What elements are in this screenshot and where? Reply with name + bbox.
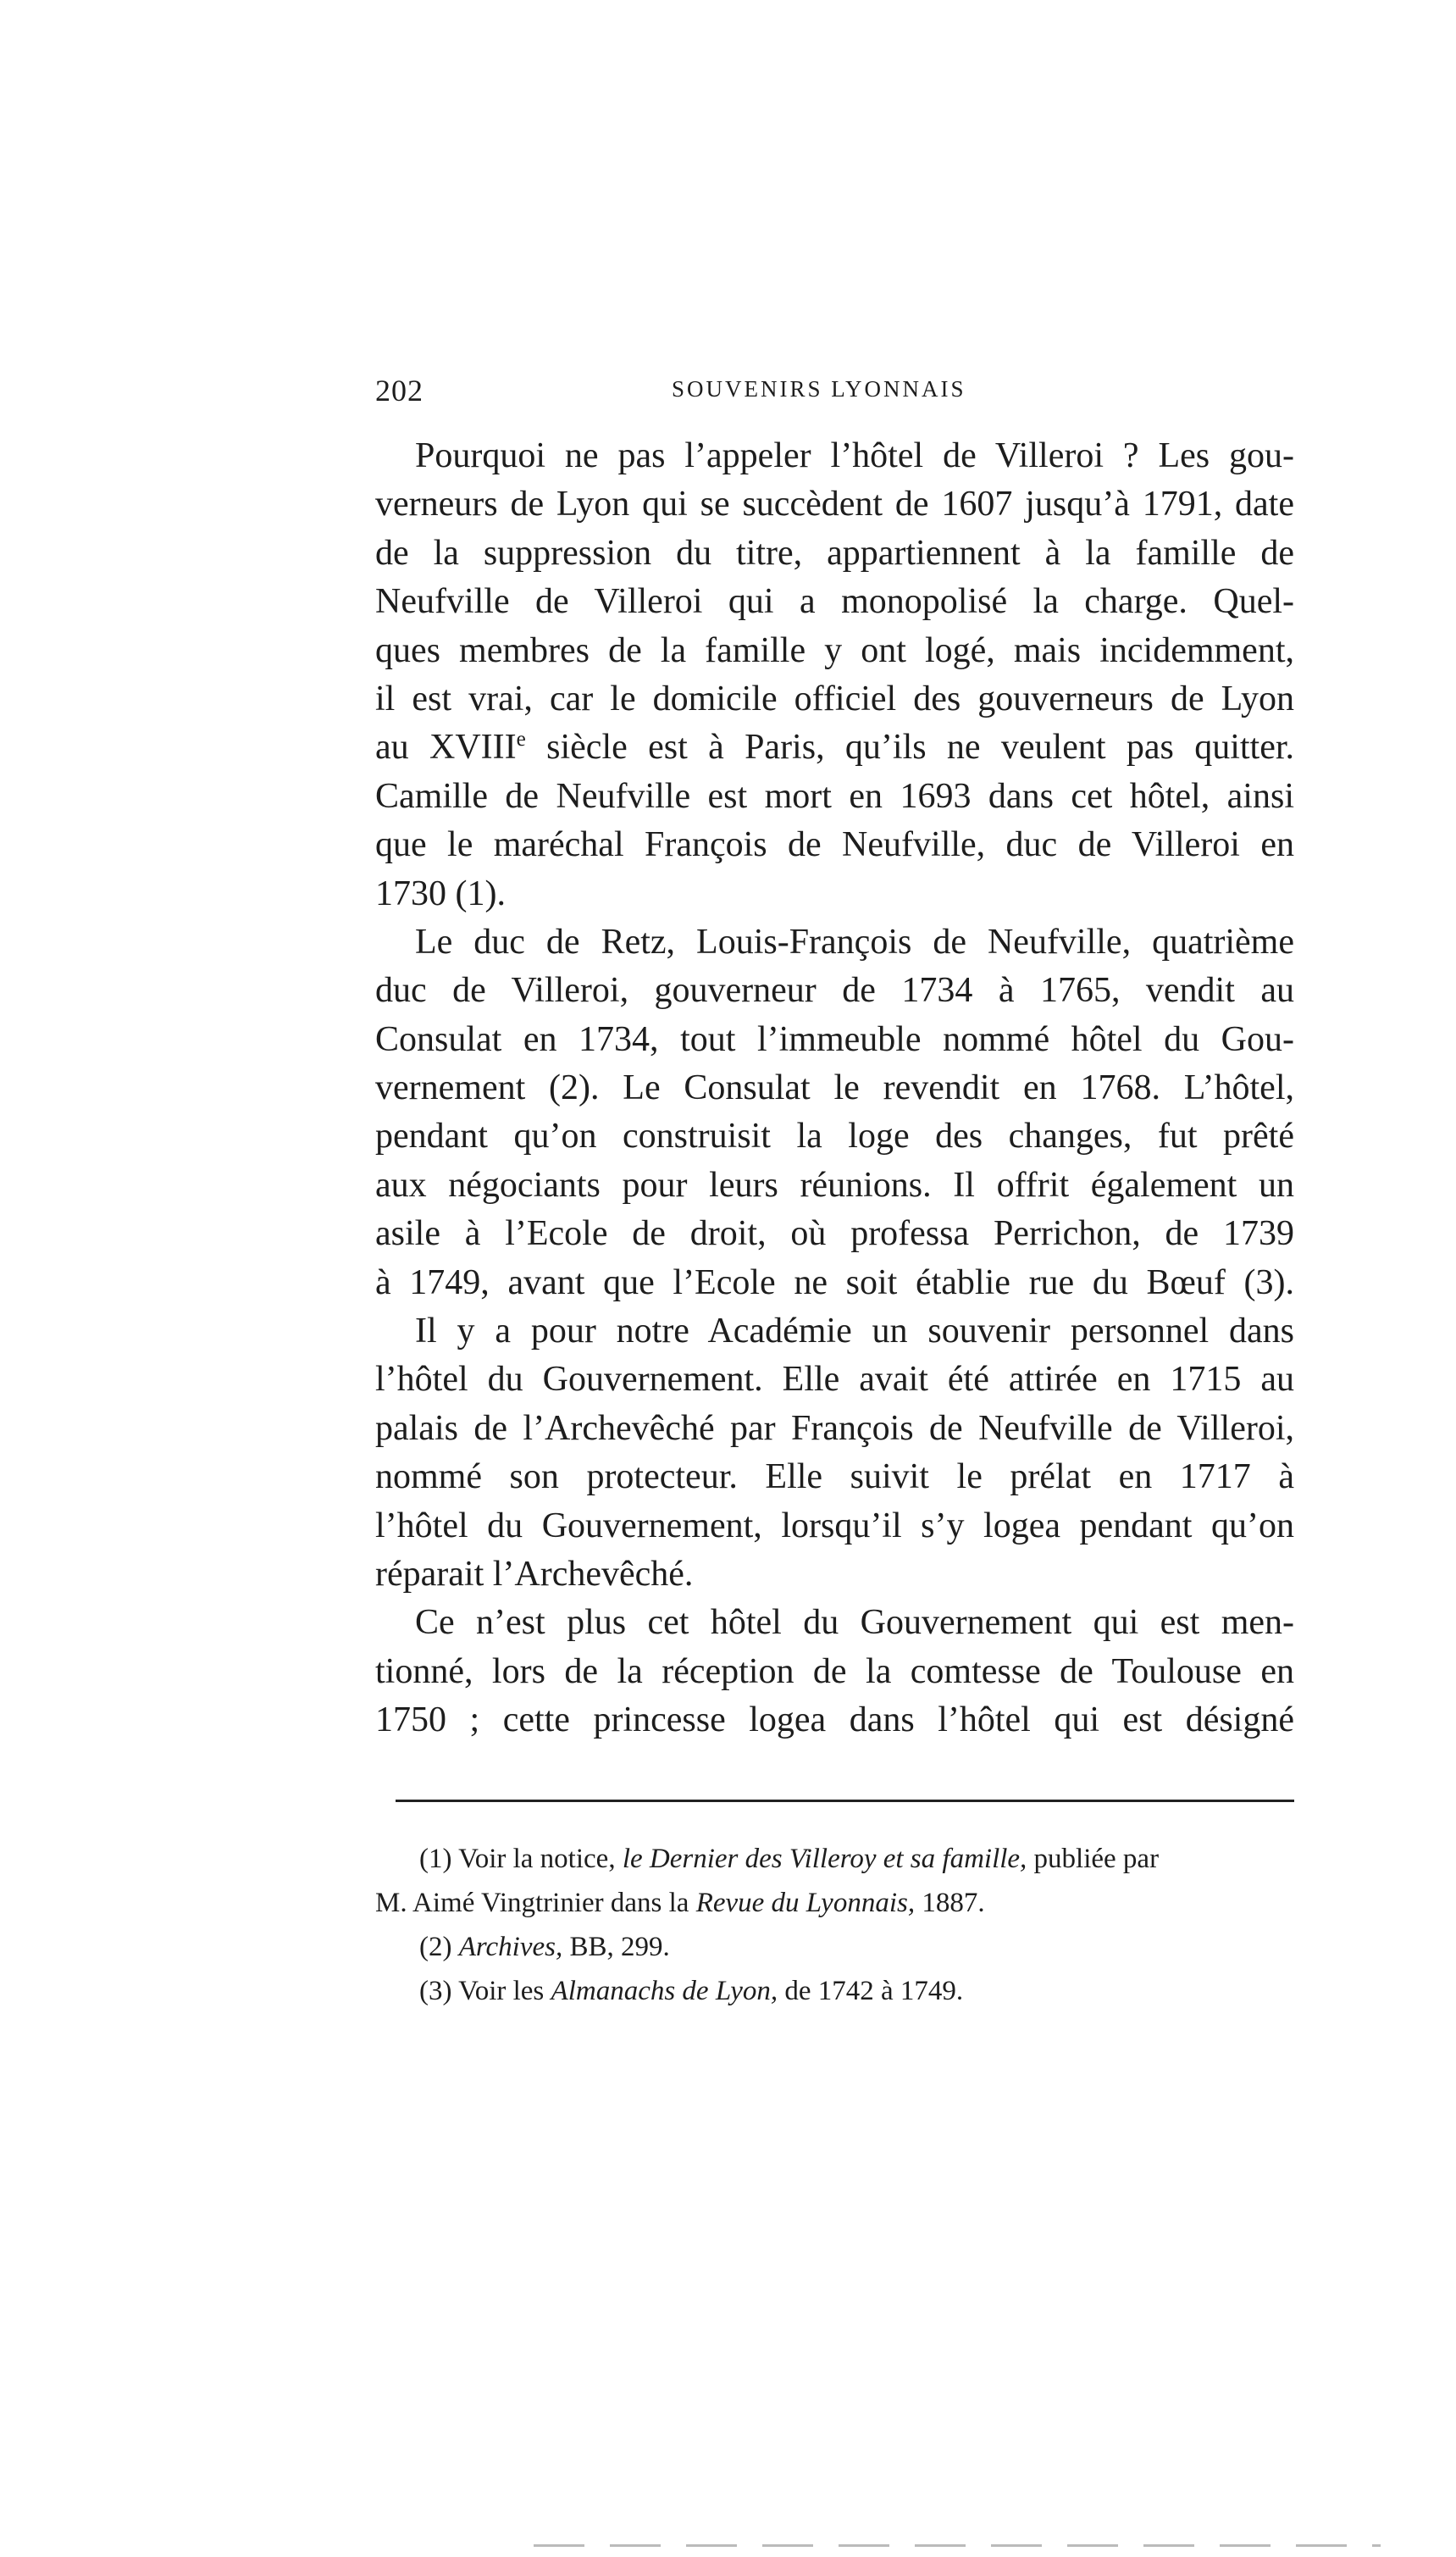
- text-line: palais de l’Archevêché par François de Neufville de Villeroi,: [375, 1408, 1294, 1448]
- text-line: verneurs de Lyon qui se succèdent de 1607 jusqu’à 1791, date: [375, 485, 1294, 524]
- footnote-3-title: Almanachs de Lyon,: [551, 1976, 778, 2006]
- footnote-1-text: (1) Voir la notice,: [419, 1844, 616, 1874]
- text-line: pendant qu’on construisit la loge des changes, fut prêté: [375, 1117, 1294, 1156]
- text-line: Neufville de Villeroi qui a monopolisé la charge. Quel-: [375, 582, 1294, 622]
- footnote-1: [375, 1837, 1294, 1881]
- text-line: de la suppression du titre, appartiennent à la famille de: [375, 533, 1294, 573]
- text-line-century: [375, 724, 1294, 772]
- running-title: SOUVENIRS LYONNAIS: [672, 376, 966, 402]
- footnote-1-continued: [375, 1881, 1294, 1925]
- text-line: ques membres de la famille y ont logé, mais incidemment,: [375, 630, 1294, 670]
- text-line: aux négociants pour leurs réunions. Il offrit également un: [375, 1165, 1294, 1205]
- footnote-1-title: le Dernier des Villeroy et sa famille,: [622, 1844, 1027, 1874]
- text-line: asile à l’Ecole de droit, où professa Perrichon, de 1739: [375, 1214, 1294, 1254]
- page-number: 202: [375, 374, 424, 408]
- text-line: Consulat en 1734, tout l’immeuble nommé hôtel du Gou-: [375, 1019, 1294, 1059]
- footnote-2-marker: (2): [419, 1932, 452, 1962]
- text-line: Camille de Neufville est mort en 1693 dans cet hôtel, ainsi: [375, 776, 1294, 816]
- century-superscript: e: [516, 728, 526, 752]
- text-line: l’hôtel du Gouvernement, lorsqu’il s’y logea pendant qu’on: [375, 1506, 1294, 1545]
- scan-edge-marks: [534, 2544, 1381, 2547]
- footnote-2: [375, 1925, 1294, 1969]
- footnote-1-author: M. Aimé Vingtrinier dans la: [375, 1888, 689, 1918]
- text-line: 1750 ; cette princesse logea dans l’hôtel qui est désigné: [375, 1700, 1294, 1740]
- footnote-1-text-end: publiée par: [1033, 1844, 1160, 1874]
- text-line: à 1749, avant que l’Ecole ne soit établie rue du Bœuf (3).: [375, 1262, 1294, 1302]
- footnote-2-title: Archives,: [458, 1932, 563, 1962]
- footnote-3: [375, 1969, 1294, 2013]
- text-line: 1730 (1).: [375, 874, 506, 913]
- footnote-3-text-end: de 1742 à 1749.: [784, 1976, 964, 2006]
- text-line: Ce n’est plus cet hôtel du Gouvernement qui est men-: [415, 1603, 1294, 1643]
- body-text: [375, 432, 1294, 1745]
- century-rest: siècle est à Paris, qu’ils ne veulent pas quitter.: [546, 728, 1295, 768]
- text-line: Pourquoi ne pas l’appeler l’hôtel de Villeroi ? Les gou-: [415, 436, 1294, 475]
- text-line: Le duc de Retz, Louis-François de Neufville, quatrième: [415, 922, 1294, 962]
- text-line: il est vrai, car le domicile officiel des gouverneurs de Lyon: [375, 679, 1294, 718]
- text-line: Il y a pour notre Académie un souvenir personnel dans: [415, 1312, 1294, 1351]
- text-line: que le maréchal François de Neufville, duc de Villeroi en: [375, 825, 1294, 865]
- text-line: nommé son protecteur. Elle suivit le prélat en 1717 à: [375, 1457, 1294, 1497]
- running-head: [375, 373, 1307, 407]
- century-prefix: au XVIII: [375, 728, 517, 768]
- text-line: réparait l’Archevêché.: [375, 1554, 694, 1594]
- footnote-2-text: BB, 299.: [569, 1932, 670, 1962]
- text-line: tionné, lors de la réception de la comtesse de Toulouse en: [375, 1651, 1294, 1691]
- footnotes: [375, 1837, 1294, 2013]
- text-line: l’hôtel du Gouvernement. Elle avait été attirée en 1715 au: [375, 1360, 1294, 1400]
- text-line: duc de Villeroi, gouverneur de 1734 à 1765, vendit au: [375, 971, 1294, 1011]
- footnote-1-journal: Revue du Lyonnais,: [695, 1888, 916, 1918]
- text-line: vernement (2). Le Consulat le revendit en 1768. L’hôtel,: [375, 1068, 1294, 1108]
- footnote-rule: [396, 1800, 1294, 1802]
- footnote-3-text: (3) Voir les: [419, 1976, 545, 2006]
- footnote-1-year: 1887.: [922, 1888, 985, 1918]
